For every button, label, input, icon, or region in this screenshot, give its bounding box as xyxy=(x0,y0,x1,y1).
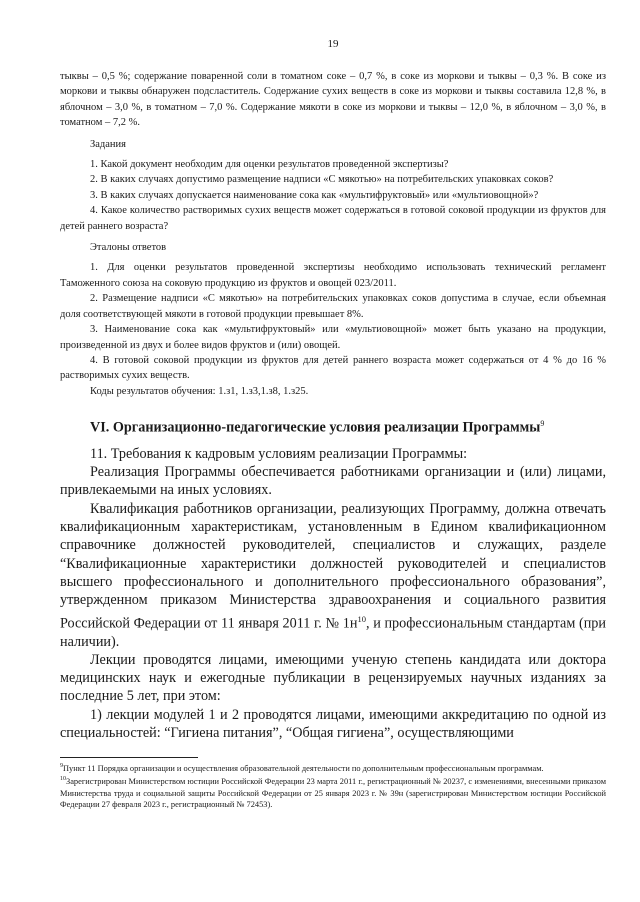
page-number: 19 xyxy=(327,38,339,50)
task-item: 4. Какое количество растворимых сухих веществ может содержаться в готовой соковой продукции из фруктов для детей раннего возраста? xyxy=(60,205,606,232)
answer-item: 2. Размещение надписи «С мякотью» на потребительских упаковках соков допустима в случае, если объемная доля соответствующей мякоти в готовой продукции превышает 8%. xyxy=(60,293,606,320)
footnote xyxy=(60,761,606,774)
answers-heading: Эталоны ответов xyxy=(90,242,167,254)
modules-paragraph: 1) лекции модулей 1 и 2 проводятся лицами, имеющими аккредитацию по одной из специальностей: “Гигиена питания”, “Общая гигиена”, осуществляющими xyxy=(60,706,606,742)
footnote-mark: 10 xyxy=(60,776,66,783)
footnote-ref: 10 xyxy=(357,613,366,624)
tasks-heading: Задания xyxy=(90,138,126,150)
qualification-paragraph xyxy=(60,500,606,651)
answer-item: 3. Наименование сока как «мультифруктовый» или «мультиовощной» может быть указано на продукции, произведенной из двух и более видов фруктов и (или) овощей. xyxy=(60,324,606,351)
footnote xyxy=(60,774,606,810)
exercise-block xyxy=(60,69,606,399)
footnote-text: Пункт 11 Порядка организации и осуществления образовательной деятельности по дополнительным профессиональным программам. xyxy=(63,764,544,774)
footnote-ref: 9 xyxy=(540,419,545,429)
section-body xyxy=(60,445,606,742)
lectures-paragraph: Лекции проводятся лицами, имеющими ученую степень кандидата или доктора медицинских наук и ежегодные публикации в рецензируемых научных изданиях за последние 5 лет, при этом: xyxy=(60,651,606,705)
section-title: VI. Организационно-педагогические условия реализации Программы xyxy=(90,419,541,436)
qualification-text-end: , и профессиональным стандартам (при наличии). xyxy=(60,615,606,650)
footnote-text: Зарегистрирован Министерством юстиции Российской Федерации 23 марта 2011 г., регистрационный № 20237, с изменениями, внесенными приказом Министерства труда и социальной защиты Российской Федерации от 25 января 2023 г. № 39н (зарегистрирован Министерством юстиции Российской Федерации 27 февраля 2023 г., регистрационный № 72453). xyxy=(60,777,606,809)
intro-paragraph: тыквы – 0,5 %; содержание поваренной соли в томатном соке – 0,7 %, в соке из моркови и тыквы – 0,3 %. В соке из моркови и тыквы обнаружен подсластитель. Содержание сухих веществ в соке из моркови и тыквы составила 12,8 %, в яблочном – 3,0 %, в томатном – 7,0 %. Содержание мякоти в соке из моркови и тыквы – 12,0 %, в яблочном – 3,0 %, в томатном – 7,2 %. xyxy=(60,71,606,129)
task-item: 3. В каких случаях допускается наименование сока как «мультифруктовый» или «мультиовощной»? xyxy=(90,189,539,201)
footnote-divider xyxy=(60,757,198,758)
qualification-text: Квалификация работников организации, реализующих Программу, должна отвечать квалификационным характеристикам, установленным в Едином квалификационном справочнике должностей руководителей, специалистов и служащих, разделе “Квалификационные характеристики должностей руководителей и специалистов высшего профессионального и дополнительного профессионального образования”, утвержденном приказом Министерства здравоохранения и социального развития Российской Федерации от 11 января 2011 г. № 1н xyxy=(60,500,606,632)
learning-codes: Коды результатов обучения: 1.з1, 1.з3,1.з8, 1.з25. xyxy=(90,385,309,397)
answer-item: 1. Для оценки результатов проведенной экспертизы необходимо использовать технический регламент Таможенного союза на соковую продукцию из фруктов и овощей 023/2011. xyxy=(60,262,606,289)
footnote-mark: 9 xyxy=(60,763,63,770)
footnotes xyxy=(60,761,606,810)
task-item: 2. В каких случаях допустимо размещение надписи «С мякотью» на потребительских упаковках соков? xyxy=(90,174,554,186)
answer-item: 4. В готовой соковой продукции из фруктов для детей раннего возраста может содержаться от 4 % до 16 % растворимых сухих веществ. xyxy=(60,354,606,382)
implementation-paragraph: Реализация Программы обеспечивается работниками организации и (или) лицами, привлекаемыми на иных условиях. xyxy=(60,464,606,499)
task-item: 1. Какой документ необходим для оценки результатов проведенной экспертизы? xyxy=(90,159,449,171)
section-heading xyxy=(60,419,606,437)
requirements-paragraph: 11. Требования к кадровым условиям реализации Программы: xyxy=(90,445,468,462)
